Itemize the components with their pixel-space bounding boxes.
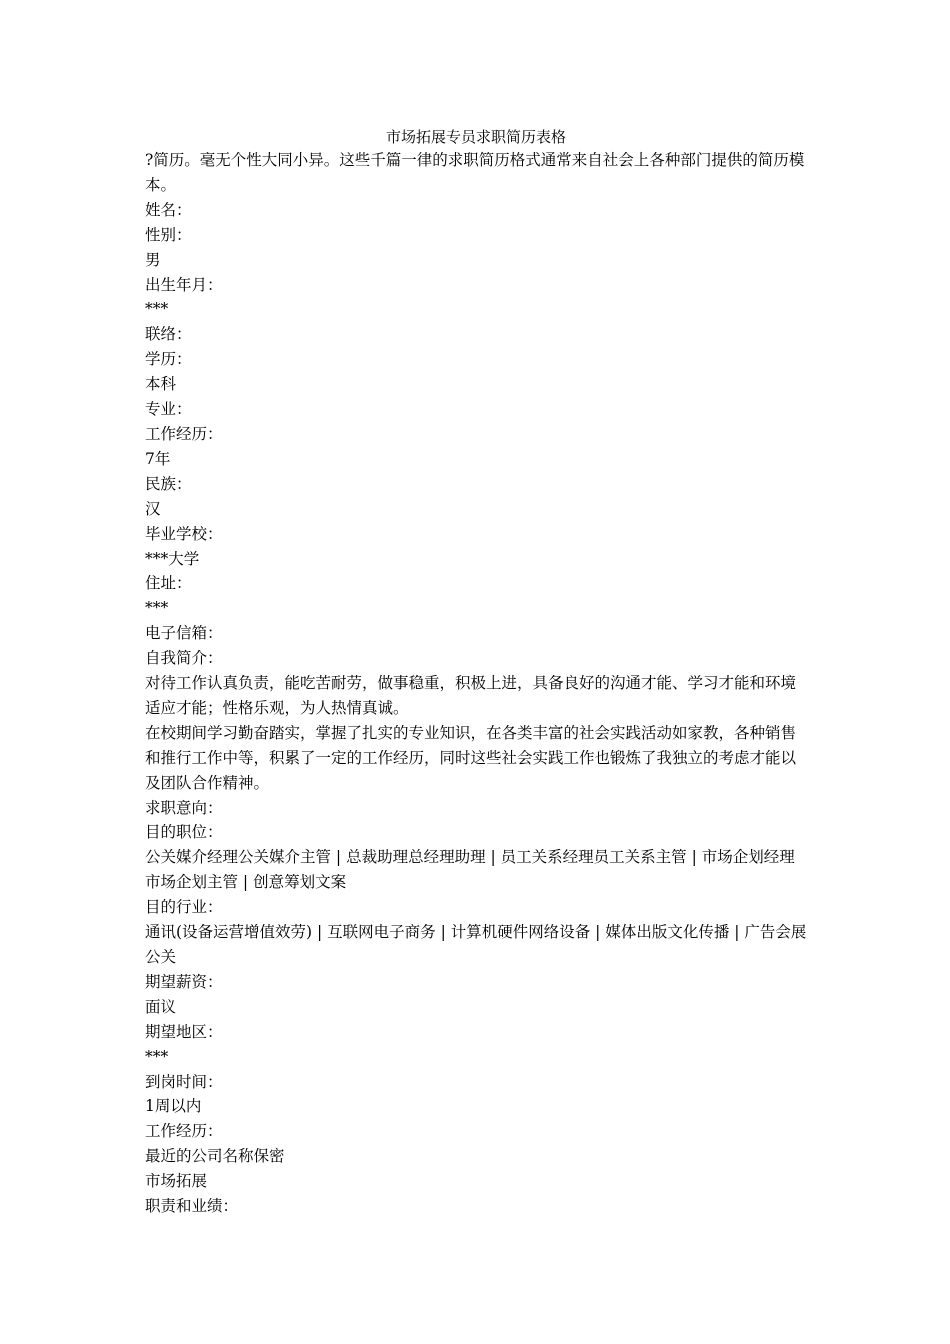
paragraph: 在校期间学习勤奋踏实，掌握了扎实的专业知识，在各类丰富的社会实践活动如家教，各种销售和推行工作中等，积累了一定的工作经历，同时这些社会实践工作也锻炼了我独立的考虑才能以及团队合作精神。 (145, 723, 797, 792)
field-value-company: 最近的公司名称保密 (145, 1147, 285, 1166)
field-label-region: 期望地区： (145, 1022, 223, 1041)
field-label-salary: 期望薪资： (145, 972, 223, 991)
field-label-ethnicity: 民族： (145, 474, 192, 493)
field-value-role: 市场拓展 (145, 1172, 208, 1191)
field-value-salary: 面议 (145, 997, 177, 1016)
field-label-self-intro: 自我简介： (145, 649, 223, 668)
field-value-ethnicity: 汉 (145, 499, 161, 518)
field-value-gender: 男 (145, 250, 161, 269)
field-value-education: 本科 (145, 375, 177, 394)
field-label-name: 姓名： (145, 200, 192, 219)
field-label-contact: 联络： (145, 325, 192, 344)
document-page (145, 126, 807, 1219)
field-value-target-position: 公关媒介经理公关媒介主管 | 总裁助理总经理助理 | 员工关系经理员工关系主管 | 市场企划经理市场企划主管 | 创意筹划文案 (145, 848, 795, 892)
field-value-birth: *** (145, 300, 169, 319)
field-label-birth: 出生年月： (145, 275, 223, 294)
field-value-start-time: 1周以内 (145, 1097, 202, 1116)
document-body (145, 148, 807, 1219)
field-value-experience: 7年 (145, 449, 171, 468)
field-label-experience: 工作经历： (145, 424, 223, 443)
field-label-major: 专业： (145, 400, 192, 419)
field-label-target-position: 目的职位： (145, 823, 223, 842)
field-value-address: *** (145, 599, 169, 618)
section-label-job-intent: 求职意向： (145, 798, 223, 817)
field-label-target-industry: 目的行业： (145, 898, 223, 917)
field-label-duties: 职责和业绩： (145, 1197, 239, 1216)
field-label-start-time: 到岗时间： (145, 1072, 223, 1091)
section-label-work-history: 工作经历： (145, 1122, 223, 1141)
field-label-school: 毕业学校： (145, 524, 223, 543)
document-title: 市场拓展专员求职简历表格 (385, 128, 566, 146)
field-label-address: 住址： (145, 574, 192, 593)
paragraph: ?简历。毫无个性大同小异。这些千篇一律的求职简历格式通常来自社会上各种部门提供的简历模本。 (145, 151, 805, 194)
field-value-school: ***大学 (145, 549, 200, 568)
field-label-email: 电子信箱： (145, 624, 223, 643)
paragraph: 对待工作认真负责，能吃苦耐劳，做事稳重，积极上进，具备良好的沟通才能、学习才能和环境适应才能；性格乐观，为人热情真诚。 (145, 674, 797, 717)
field-value-region: *** (145, 1047, 169, 1066)
field-label-education: 学历： (145, 350, 192, 369)
field-label-gender: 性别： (145, 225, 192, 244)
field-value-target-industry: 通讯(设备运营增值效劳) | 互联网电子商务 | 计算机硬件网络设备 | 媒体出版文化传播 | 广告会展公关 (145, 923, 807, 966)
